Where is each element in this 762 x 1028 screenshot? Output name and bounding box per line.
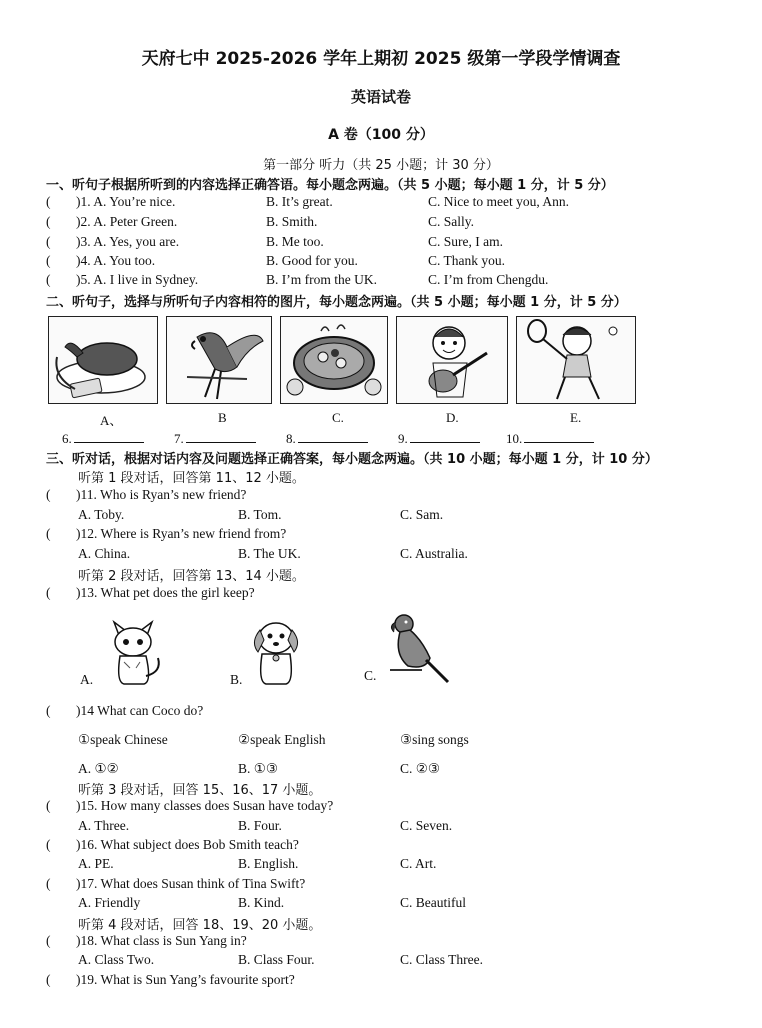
blank-number: 10. <box>506 431 523 446</box>
option-b: B. English. <box>238 856 299 871</box>
option-a: )3. A. Yes, you are. <box>76 234 180 249</box>
option-b: B. Kind. <box>238 895 285 910</box>
option-c: C. Art. <box>400 856 437 871</box>
picture-a-label: A、 <box>100 413 123 428</box>
option-c: C. Nice to meet you, Ann. <box>428 194 569 209</box>
option-b: B. Class Four. <box>238 952 315 967</box>
option-b: B. <box>230 672 243 687</box>
question-11: )11. Who is Ryan’s new friend? <box>76 487 247 502</box>
question-19: )19. What is Sun Yang’s favourite sport? <box>76 972 295 987</box>
question-15: )15. How many classes does Susan have today? <box>76 798 334 813</box>
picture-c <box>280 316 388 404</box>
option-a: A. ①② <box>78 761 119 776</box>
option-a: A. PE. <box>78 856 114 871</box>
answer-paren[interactable]: ( <box>46 798 51 813</box>
blank-number: 8. <box>286 431 296 446</box>
picture-e-label: E. <box>570 410 582 425</box>
picture-e <box>516 316 636 404</box>
option-c: C. ②③ <box>400 761 440 776</box>
question-13: )13. What pet does the girl keep? <box>76 585 255 600</box>
answer-blank-6[interactable] <box>62 430 144 447</box>
option-b: B. Me too. <box>266 234 324 249</box>
option-c: C. Beautiful <box>400 895 466 910</box>
hotpot-icon <box>281 317 387 403</box>
exam-subject: 英语试卷 <box>350 88 411 106</box>
dialogue-1-instruction: 听第 1 段对话，回答第 11、12 小题。 <box>78 471 305 486</box>
option-c: C. Seven. <box>400 818 453 833</box>
option-c: C. Sally. <box>428 214 475 229</box>
parrot-icon <box>382 610 452 686</box>
dialogue-2-instruction: 听第 2 段对话，回答第 13、14 小题。 <box>78 569 305 584</box>
roast-duck-icon <box>49 317 157 403</box>
question-12: )12. Where is Ryan’s new friend from? <box>76 526 287 541</box>
answer-paren[interactable]: ( <box>46 585 51 600</box>
option-a: A. Friendly <box>78 895 141 910</box>
option-b: B. It’s great. <box>266 194 333 209</box>
boy-guitar-icon <box>397 317 507 403</box>
option-c: C. Sam. <box>400 507 444 522</box>
answer-blank-9[interactable] <box>398 430 480 447</box>
question-18: )18. What class is Sun Yang in? <box>76 933 247 948</box>
exam-title: 天府七中 2025-2026 学年上期初 2025 级第一学段学情调查 <box>141 49 621 69</box>
option-b: B. Tom. <box>238 507 282 522</box>
option-c: C. Class Three. <box>400 952 483 967</box>
picture-c-label: C. <box>332 410 344 425</box>
answer-paren[interactable]: ( <box>46 272 51 287</box>
answer-paren[interactable]: ( <box>46 487 51 502</box>
volume-label: A 卷（100 分） <box>328 127 434 143</box>
dialogue-3-instruction: 听第 3 段对话，回答 15、16、17 小题。 <box>78 783 322 798</box>
answer-paren[interactable]: ( <box>46 253 51 268</box>
answer-paren[interactable]: ( <box>46 194 51 209</box>
parrot-icon <box>167 317 271 403</box>
question-16: )16. What subject does Bob Smith teach? <box>76 837 299 852</box>
option-a: )2. A. Peter Green. <box>76 214 178 229</box>
question-14: )14 What can Coco do? <box>76 703 204 718</box>
option-b: B. Smith. <box>266 214 318 229</box>
picture-b <box>166 316 272 404</box>
blank-number: 6. <box>62 431 72 446</box>
picture-b-label: B <box>218 410 227 425</box>
dialogue-4-instruction: 听第 4 段对话，回答 18、19、20 小题。 <box>78 918 322 933</box>
part-heading: 第一部分 听力（共 25 小题；计 30 分） <box>263 158 499 173</box>
section3-heading: 三、听对话，根据对话内容及问题选择正确答案，每小题念两遍。（共 10 小题；每小题 1 分，计 10 分） <box>46 452 658 467</box>
option-c: C. <box>364 668 377 683</box>
answer-paren[interactable]: ( <box>46 972 51 987</box>
option-a: )5. A. I live in Sydney. <box>76 272 199 287</box>
answer-paren[interactable]: ( <box>46 837 51 852</box>
answer-paren[interactable]: ( <box>46 876 51 891</box>
blank-number: 9. <box>398 431 408 446</box>
option-c: C. Sure, I am. <box>428 234 503 249</box>
question-17: )17. What does Susan think of Tina Swift? <box>76 876 306 891</box>
tennis-player-icon <box>517 317 635 403</box>
option-a: A. Three. <box>78 818 130 833</box>
option-b: B. I’m from the UK. <box>266 272 377 287</box>
choice-2: ②speak English <box>238 732 326 747</box>
option-a: )4. A. You too. <box>76 253 156 268</box>
option-a: A. China. <box>78 546 131 561</box>
option-a: A. Toby. <box>78 507 125 522</box>
choice-3: ③sing songs <box>400 732 469 747</box>
blank-number: 7. <box>174 431 184 446</box>
cat-icon <box>100 612 166 688</box>
answer-paren[interactable]: ( <box>46 933 51 948</box>
section1-heading: 一、听句子根据所听到的内容选择正确答语。每小题念两遍。（共 5 小题；每小题 1 分，计 5 分） <box>46 178 614 193</box>
option-c: C. I’m from Chengdu. <box>428 272 549 287</box>
option-b: B. ①③ <box>238 761 278 776</box>
answer-blank-10[interactable] <box>506 430 594 447</box>
answer-paren[interactable]: ( <box>46 234 51 249</box>
option-c: C. Australia. <box>400 546 468 561</box>
option-b: B. The UK. <box>238 546 301 561</box>
answer-paren[interactable]: ( <box>46 214 51 229</box>
picture-d-label: D. <box>446 410 459 425</box>
picture-d <box>396 316 508 404</box>
section2-heading: 二、听句子，选择与所听句子内容相符的图片，每小题念两遍。（共 5 小题；每小题 1 分，计 5 分） <box>46 295 627 310</box>
option-b: B. Four. <box>238 818 282 833</box>
option-a: )1. A. You’re nice. <box>76 194 176 209</box>
choice-1: ①speak Chinese <box>78 732 168 747</box>
option-b: B. Good for you. <box>266 253 358 268</box>
picture-a <box>48 316 158 404</box>
dog-icon <box>246 612 306 688</box>
option-c: C. Thank you. <box>428 253 505 268</box>
option-a: A. Class Two. <box>78 952 155 967</box>
answer-blank-7[interactable] <box>174 430 256 447</box>
answer-paren[interactable]: ( <box>46 703 51 718</box>
answer-paren[interactable]: ( <box>46 526 51 541</box>
option-a: A. <box>80 672 94 687</box>
answer-blank-8[interactable] <box>286 430 368 447</box>
